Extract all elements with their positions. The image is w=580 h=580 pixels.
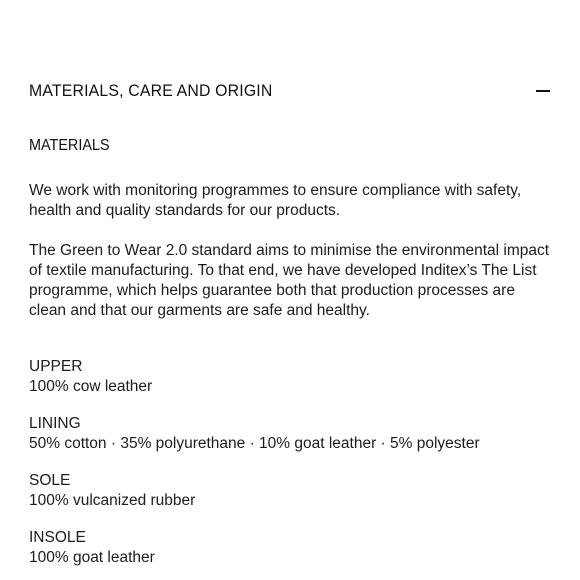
composition-value: 100% goat leather [29, 549, 155, 566]
minus-icon[interactable] [536, 90, 550, 92]
composition-item-lining [29, 414, 480, 454]
composition-value: 100% cow leather [29, 378, 153, 395]
green-to-wear-paragraph: The Green to Wear 2.0 standard aims to minimise the environmental impact of textile manufacturing. To that end, we have developed Inditex’s The List programme, which helps guarantee both that production processes are clean and that our garments are safe and healthy. [29, 242, 550, 319]
composition-label: LINING [29, 415, 81, 432]
composition-value: 100% vulcanized rubber [29, 492, 196, 509]
materials-care-origin-panel [29, 0, 551, 580]
section-title-materials: MATERIALS [29, 137, 110, 154]
composition-item-sole [29, 471, 195, 511]
accordion-header[interactable] [29, 79, 551, 103]
composition-item-insole [29, 528, 155, 568]
composition-label: UPPER [29, 358, 83, 375]
monitoring-paragraph: We work with monitoring programmes to ensure compliance with safety, health and quality standards for our products. [29, 182, 522, 219]
composition-label: INSOLE [29, 529, 86, 546]
composition-label: SOLE [29, 472, 71, 489]
composition-value: 50% cotton · 35% polyurethane · 10% goat leather · 5% polyester [29, 435, 480, 452]
accordion-title: MATERIALS, CARE AND ORIGIN [29, 81, 273, 100]
composition-item-upper [29, 357, 152, 397]
